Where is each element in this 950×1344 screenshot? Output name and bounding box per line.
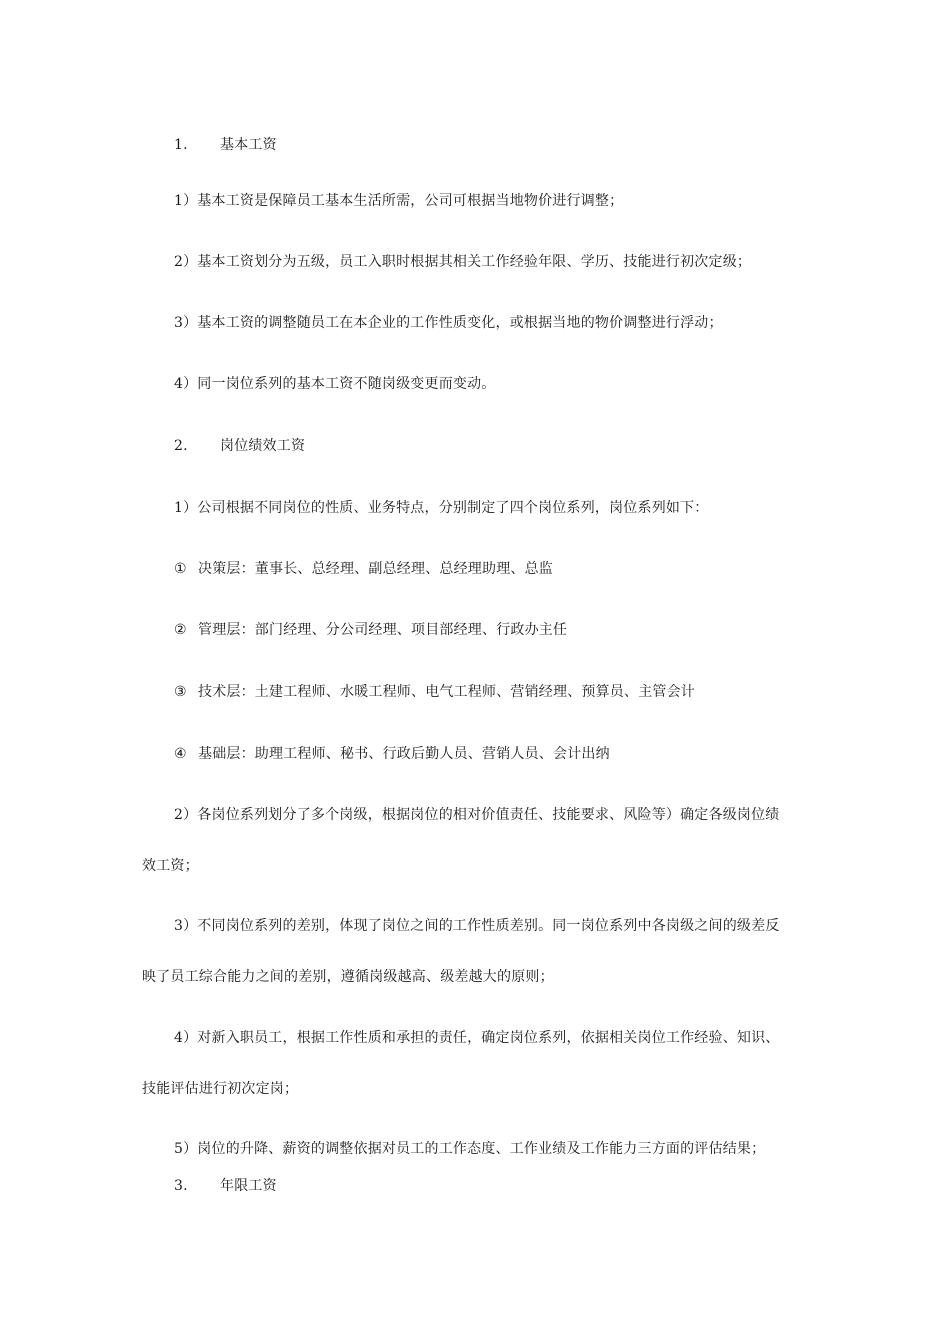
paragraph: 5）岗位的升降、薪资的调整依据对员工的工作态度、工作业绩及工作能力三方面的评估结果； (174, 1141, 766, 1157)
paragraph: 1）公司根据不同岗位的性质、业务特点，分别制定了四个岗位系列，岗位系列如下： (174, 500, 709, 516)
section-heading-basic-salary (174, 136, 277, 154)
section-number: 1. (174, 137, 188, 153)
paragraph: 4）对新入职员工，根据工作性质和承担的责任，确定岗位系列，依据相关岗位工作经验、知识、 (174, 1030, 780, 1046)
list-item (174, 745, 610, 763)
paragraph: 3）基本工资的调整随员工在本企业的工作性质变化，或根据当地的物价调整进行浮动； (174, 315, 723, 331)
list-item-text: 管理层：部门经理、分公司经理、项目部经理、行政办主任 (198, 622, 568, 638)
list-item-text: 决策层：董事长、总经理、副总经理、总经理助理、总监 (198, 561, 553, 577)
paragraph: 2）基本工资划分为五级，员工入职时根据其相关工作经验年限、学历、技能进行初次定级； (174, 254, 752, 270)
list-item (174, 560, 553, 578)
list-marker: ① (174, 561, 187, 577)
paragraph: 1）基本工资是保障员工基本生活所需，公司可根据当地物价进行调整； (174, 193, 624, 209)
section-number: 2. (174, 438, 188, 454)
list-item-text: 技术层：土建工程师、水暖工程师、电气工程师、营销经理、预算员、主管会计 (198, 684, 695, 700)
section-title: 年限工资 (220, 1178, 277, 1194)
list-item (174, 621, 567, 639)
list-item (174, 683, 695, 701)
section-title: 基本工资 (220, 137, 277, 153)
paragraph: 4）同一岗位系列的基本工资不随岗级变更而变动。 (174, 376, 496, 392)
list-item-text: 基础层：助理工程师、秘书、行政后勤人员、营销人员、会计出纳 (198, 746, 610, 762)
paragraph: 3）不同岗位系列的差别，体现了岗位之间的工作性质差别。同一岗位系列中各岗级之间的级差反 (174, 918, 780, 934)
paragraph-continuation: 技能评估进行初次定岗； (142, 1081, 299, 1097)
list-marker: ③ (174, 684, 187, 700)
section-number: 3. (174, 1178, 188, 1194)
paragraph-continuation: 映了员工综合能力之间的差别，遵循岗级越高、级差越大的原则； (142, 969, 554, 985)
list-marker: ② (174, 622, 187, 638)
section-heading-position-performance-salary (174, 437, 305, 455)
section-heading-seniority-salary (174, 1177, 277, 1195)
paragraph-continuation: 效工资； (142, 858, 199, 874)
paragraph: 2）各岗位系列划分了多个岗级，根据岗位的相对价值责任、技能要求、风险等）确定各级岗位绩 (174, 807, 780, 823)
section-title: 岗位绩效工资 (220, 438, 306, 454)
list-marker: ④ (174, 746, 187, 762)
